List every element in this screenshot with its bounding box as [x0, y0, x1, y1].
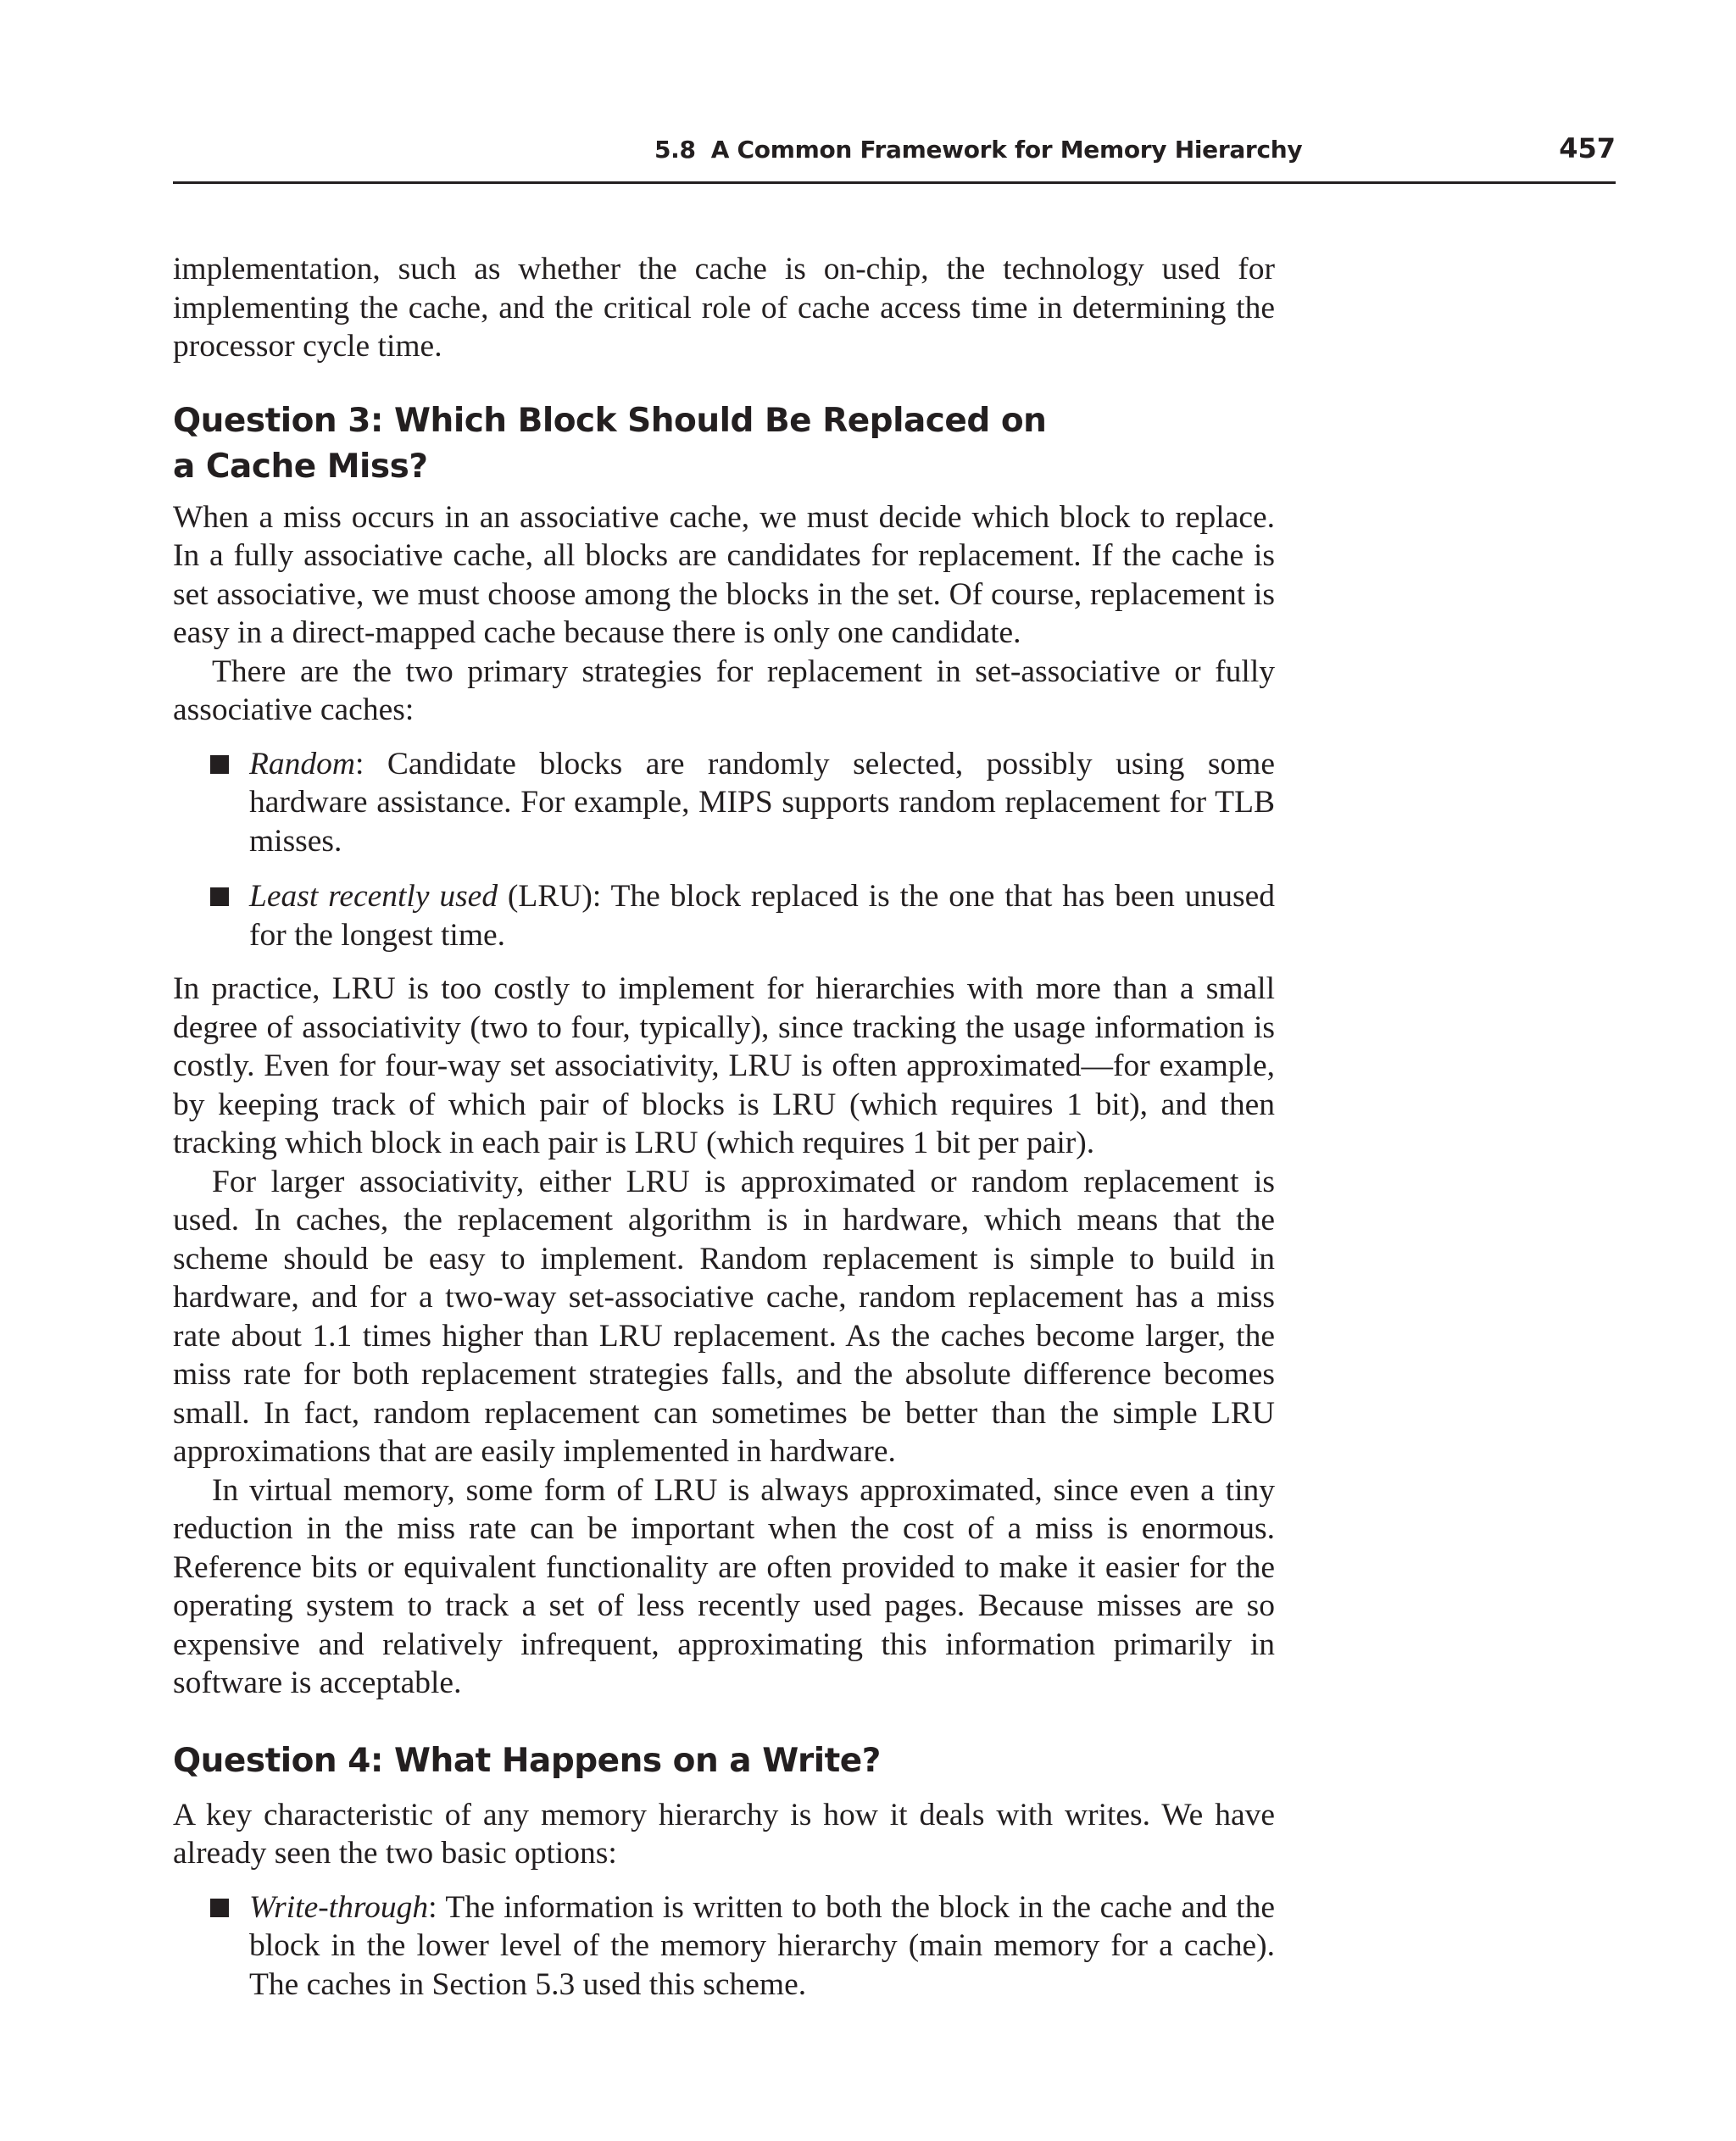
- intro-paragraph: implementation, such as whether the cache is on-chip, the technology used for implementing the cache, and the critical role of cache access time in determining the processor cycle time.: [173, 252, 1275, 364]
- term-random: Random: [249, 746, 355, 781]
- write-options-list: [173, 1888, 1275, 2005]
- q3-paragraph-4: For larger associativity, either LRU is approximated or random replacement is used. In caches, the replacement algorithm is in hardware, which means that the scheme should be easy to implement. Random replacement is simple to build in hardware, and for a two-way set-associative cache, random replacement has a miss rate about 1.1 times higher than LRU replacement. As the caches become larger, the miss rate for both replacement strategies falls, and the absolute difference becomes small. In fact, random replacement can sometimes be better than the simple LRU approximations that are easily implemented in hardware.: [173, 1164, 1275, 1469]
- lru-description: (LRU): The block replaced is the one that has been unused for the longest time.: [249, 879, 1275, 953]
- bullet-square-icon: [210, 1899, 229, 1917]
- list-item-random: [173, 745, 1275, 861]
- random-description: : Candidate blocks are randomly selected, possibly using some hardware assistance. For example, MIPS supports random replacement for TLB misses.: [249, 746, 1275, 859]
- q3-paragraph-3: In practice, LRU is too costly to implement for hierarchies with more than a small degree of associativity (two to four, typically), since tracking the usage information is costly. Even for four-way set associativity, LRU is often approximated—for example, by keeping track of which pair of blocks is LRU (which requires 1 bit), and then tracking which block in each pair is LRU (which requires 1 bit per pair).: [173, 971, 1275, 1160]
- write-through-description: : The information is written to both the block in the cache and the block in the lower level of the memory hierarchy (main memory for a cache). The caches in Section 5.3 used this scheme.: [249, 1889, 1275, 2002]
- q3-paragraph-2: There are the two primary strategies for replacement in set-associative or fully associative caches:: [173, 653, 1275, 727]
- question-3-heading: [173, 398, 1275, 490]
- term-write-through: Write-through: [249, 1889, 429, 1925]
- page-number: 457: [1559, 132, 1616, 164]
- bullet-square-icon: [210, 887, 229, 906]
- question-3-heading-line-1: Question 3: Which Block Should Be Replaced on: [173, 401, 1047, 440]
- q4-paragraph-1: A key characteristic of any memory hierarchy is how it deals with writes. We have already seen the two basic options:: [173, 1797, 1275, 1871]
- q3-paragraph-1: When a miss occurs in an associative cache, we must decide which block to replace. In a fully associative cache, all blocks are candidates for replacement. If the cache is set associative, we must choose among the blocks in the set. Of course, replacement is easy in a direct-mapped cache because there is only one candidate.: [173, 499, 1275, 650]
- section-number: 5.8: [654, 136, 696, 164]
- q3-paragraph-5: In virtual memory, some form of LRU is always approximated, since even a tiny reduction in the miss rate can be important when the cost of a miss is enormous. Reference bits or equivalent functionality are often provided to make it easier for the operating system to track a set of less recently used pages. Because misses are so expensive and relatively infrequent, approximating this information primarily in software is acceptable.: [173, 1472, 1275, 1700]
- running-head: [173, 127, 1616, 184]
- bullet-square-icon: [210, 755, 229, 774]
- body-text: [173, 250, 1275, 2019]
- question-3-heading-line-2: a Cache Miss?: [173, 447, 428, 486]
- list-item-lru: [173, 877, 1275, 954]
- list-item-write-through: [173, 1888, 1275, 2005]
- section-title: A Common Framework for Memory Hierarchy: [710, 136, 1303, 164]
- question-4-heading: Question 4: What Happens on a Write?: [173, 1741, 881, 1780]
- term-lru: Least recently used: [249, 879, 498, 914]
- running-head-section: [654, 136, 1302, 164]
- replacement-strategies-list: [173, 745, 1275, 955]
